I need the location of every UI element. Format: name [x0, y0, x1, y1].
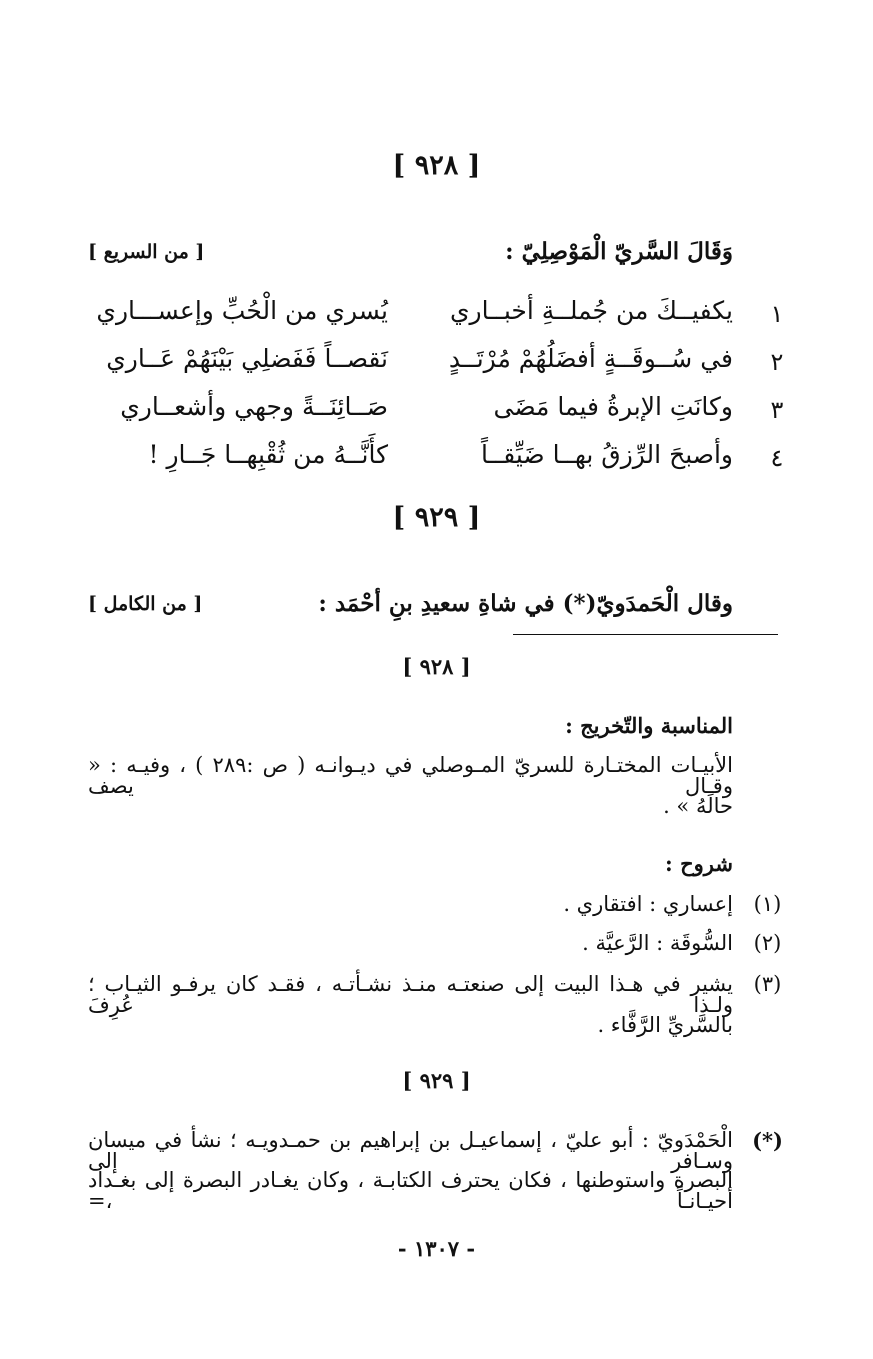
notes-929-heading: [ ٩٢٩ ] [402, 1068, 471, 1093]
biography-line-2: البصرة واستوطنها ، فكان يحترف الكتابـة ، وكان يغـادر البصرة إلى بغـداد أحيـانـاً ،= [88, 1168, 733, 1213]
verse-first-hemistich: وأصبحَ الرِّزقُ بهــا ضَيِّقــاً [480, 440, 733, 469]
verse-first-hemistich: في سُــوقَــةٍ أفضَلُهُمْ مُرْتَــدٍ [448, 344, 733, 373]
commentary-text: يشير في هـذا البيت إلى صنعتـه منـذ نشـأتـه ، فقـد كان يرفـو الثيـاب ؛ ولـذا عُرِفَ [88, 972, 733, 1017]
commentary-number: (٣) [753, 972, 782, 996]
poem-928-heading: [ ٩٢٨ ] [392, 150, 481, 181]
occasion-text-line-1: الأبيـات المختـارة للسريّ المـوصلي في ديـوانـه ( ص :٢٨٩ ) ، وفيـه : « وقـال يصف [88, 753, 733, 798]
commentary-text: السُّوقَة : الرَّعيَّة . [582, 931, 733, 955]
occasion-text-line-2: حالَهُ » . [663, 794, 733, 818]
verse-first-hemistich: وكانَتِ الإبرةُ فيما مَضَى [493, 392, 733, 421]
verse-number: ٢ [770, 348, 784, 376]
footnote-star-marker: (*) [752, 1128, 783, 1153]
verse-second-hemistich: نَقصــاً فَفَضلِي بَيْنَهُمْ عَــاري [106, 344, 388, 373]
verse-second-hemistich: كأَنَّــهُ من ثُقْبِهــا جَــارِ ! [148, 440, 388, 469]
poem-929-intro: وقال الْحَمدَويّ(*) في شاةِ سعيدِ بنِ أحْمَد : [318, 590, 733, 617]
biography-line-1: الْحَمْدَويّ : أبو عليّ ، إسماعيـل بن إبراهيم بن حمـدويـه ؛ نشأ في ميسان وسـافر إلى [88, 1128, 733, 1173]
verse-second-hemistich: صَــائِنَــةً وجهي وأشعــاري [120, 392, 388, 421]
notes-928-heading: [ ٩٢٨ ] [402, 654, 471, 679]
poem-928-intro: وَقَالَ السَّريّ الْمَوْصِلِيّ : [505, 238, 733, 265]
verse-number: ٣ [770, 396, 784, 424]
verse-number: ١ [770, 300, 784, 328]
verse-number: ٤ [770, 444, 784, 472]
poem-928-meter: [ من السريع ] [88, 241, 205, 263]
commentary-number: (١) [753, 892, 782, 916]
page-number: - ١٣٠٧ - [397, 1236, 476, 1261]
commentary-title: شروح : [665, 851, 733, 876]
occasion-title: المناسبة والتّخريج : [565, 713, 733, 738]
poem-929-heading: [ ٩٢٩ ] [392, 502, 481, 533]
verse-first-hemistich: يكفيــكَ من جُملــةِ أخبــاري [449, 296, 733, 325]
commentary-number: (٢) [753, 931, 782, 955]
commentary-text: إعساري : افتقاري . [563, 892, 733, 916]
footnote-separator [513, 634, 778, 635]
poem-929-meter: [ من الكامل ] [88, 593, 203, 615]
commentary-text-continued: بالسَّريِّ الرَّفَّاء . [597, 1013, 733, 1037]
verse-second-hemistich: يُسري من الْحُبِّ وإعســـاري [96, 296, 388, 325]
